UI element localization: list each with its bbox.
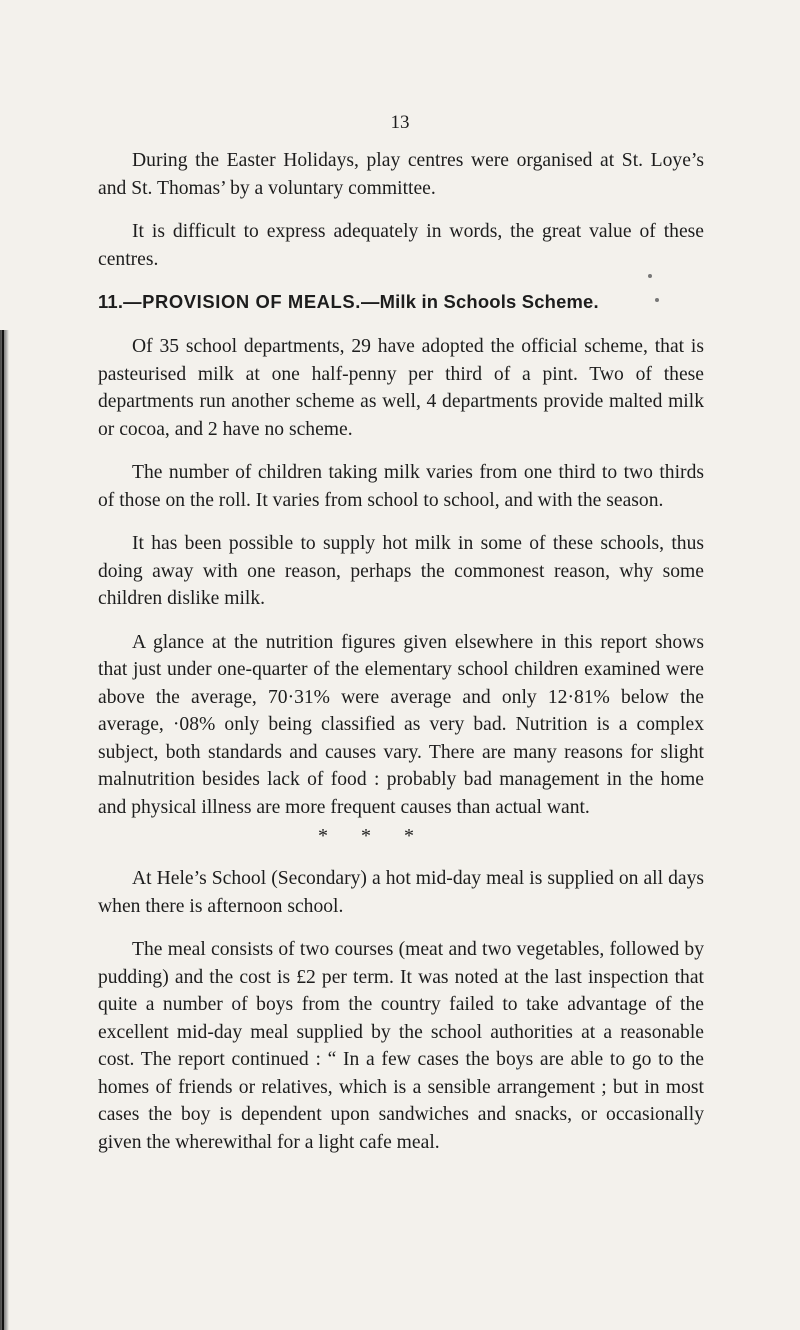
paragraph-play-centres: During the Easter Holidays, play centres were organised at St. Loye’s and St. Thomas’ by a voluntary committee. <box>98 150 704 199</box>
section-subtitle: —Milk in Schools Scheme. <box>360 291 599 312</box>
section-number: 11. <box>98 291 124 312</box>
section-heading <box>98 289 704 315</box>
paragraph-nutrition-figures: A glance at the nutrition figures given elsewhere in this report shows that just under one-quarter of the elementary school children examined were above the average, 70·31% were average and only 12·81% below the average, ·08% only being classified as very bad. Nutrition is a complex subject, both standards and causes vary. There are many reasons for slight malnutrition besides lack of food : probably bad management in the home and physical illness are more frequent causes than actual want. <box>98 631 704 818</box>
paragraph-hot-milk: It has been possible to supply hot milk in some of these schools, thus doing away with one reason, perhaps the commonest reason, why some children dislike milk. <box>98 533 704 609</box>
page-number: 13 <box>390 112 410 133</box>
page-body <box>98 147 704 1172</box>
paragraph-heles-school: At Hele’s School (Secondary) a hot mid-day meal is supplied on all days when there is afternoon school. <box>98 868 704 917</box>
section-title: —PROVISION OF MEALS. <box>123 291 361 312</box>
paragraph-value-of-centres: It is difficult to express adequately in words, the great value of these centres. <box>98 221 704 270</box>
paragraph-school-departments: Of 35 school departments, 29 have adopted the official scheme, that is pasteurised milk at one half-penny per third of a pint. Two of these departments run another scheme as well, 4 departments provide malted milk or cocoa, and 2 have no scheme. <box>98 336 704 440</box>
paragraph-meal-details: The meal consists of two courses (meat and two vegetables, followed by pudding) and the cost is £2 per term. It was noted at the last inspection that quite a number of boys from the country failed to take advantage of the excellent mid-day meal supplied by the school authorities at a reasonable cost. The report continued : “ In a few cases the boys are able to go to the homes of friends or relatives, which is a sensible arrangement ; but in most cases the boy is dependent upon sandwiches and snacks, or occasionally given the wherewithal for a light cafe meal. <box>98 939 704 1153</box>
section-separator: * * * <box>318 825 414 847</box>
binding-edge <box>2 330 4 1330</box>
paragraph-children-taking-milk: The number of children taking milk varies from one third to two thirds of those on the roll. It varies from school to school, and with the season. <box>98 462 704 511</box>
